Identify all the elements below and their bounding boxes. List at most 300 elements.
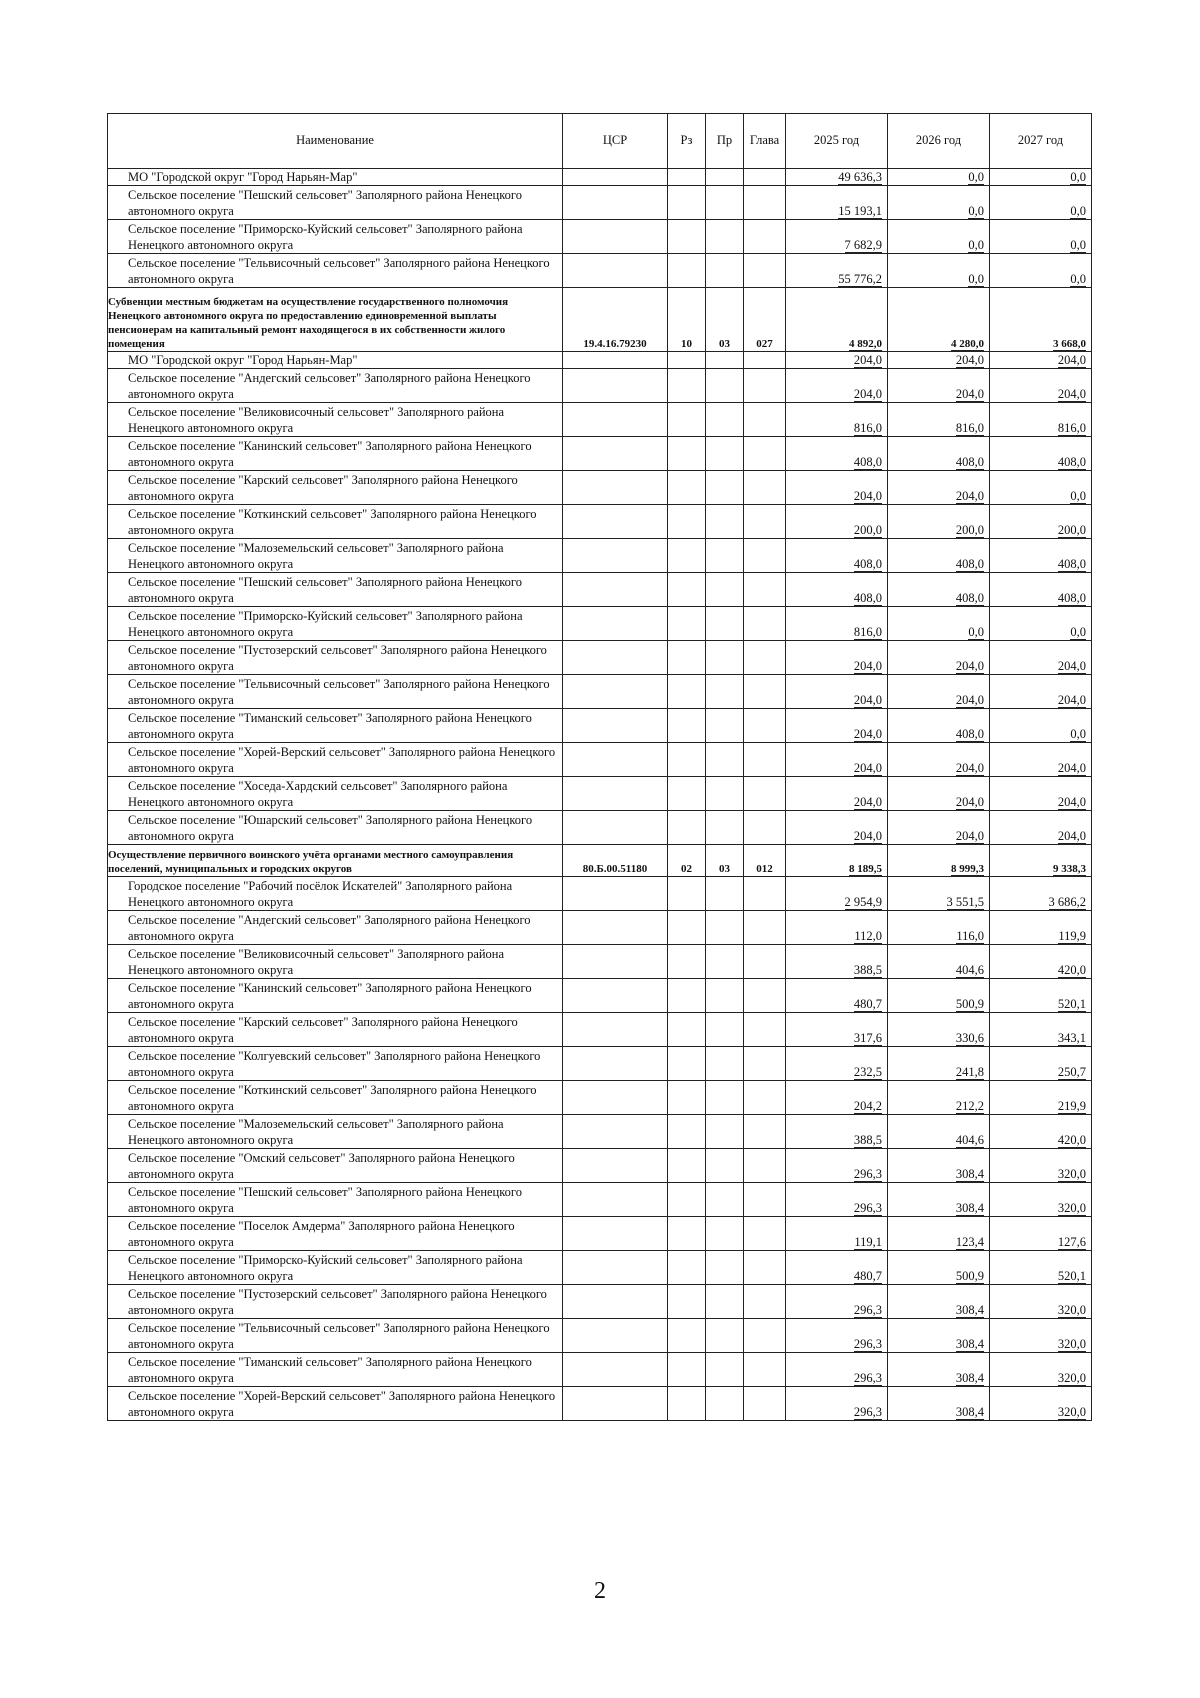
cell-2027-value: 0,0 xyxy=(1070,624,1086,639)
cell-csr xyxy=(563,352,668,369)
table-row xyxy=(108,1217,1092,1251)
table-row xyxy=(108,1047,1092,1081)
cell-glava xyxy=(744,945,786,979)
cell-2025-value: 317,6 xyxy=(853,1030,882,1045)
cell-csr xyxy=(563,1149,668,1183)
cell-2026-value: 308,4 xyxy=(955,1302,984,1317)
cell-csr xyxy=(563,169,668,186)
cell-glava xyxy=(744,877,786,911)
cell-2026-value: 308,4 xyxy=(955,1404,984,1419)
cell-2025-value: 4 892,0 xyxy=(849,338,882,350)
cell-name-text: Сельское поселение "Карский сельсовет" Заполярного района Ненецкого автономного округа xyxy=(128,1015,518,1045)
cell-2027 xyxy=(990,1217,1092,1251)
cell-2025-value: 204,2 xyxy=(853,1098,882,1113)
cell-glava xyxy=(744,1251,786,1285)
cell-2026 xyxy=(888,403,990,437)
cell-2026-value: 404,6 xyxy=(955,1132,984,1147)
cell-2026-value: 4 280,0 xyxy=(951,338,984,350)
cell-name-text: Сельское поселение "Хоседа-Хардский сельсовет" Заполярного района Ненецкого автономного округа xyxy=(128,779,508,809)
cell-rz xyxy=(668,1217,706,1251)
cell-2025-value: 296,3 xyxy=(853,1370,882,1385)
cell-rz xyxy=(668,675,706,709)
cell-2026 xyxy=(888,911,990,945)
cell-pr xyxy=(706,1319,744,1353)
cell-2027-value: 204,0 xyxy=(1057,386,1086,401)
cell-csr xyxy=(563,979,668,1013)
cell-csr xyxy=(563,709,668,743)
cell-2027-value: 520,1 xyxy=(1057,996,1086,1011)
cell-2025 xyxy=(786,288,888,352)
cell-rz xyxy=(668,169,706,186)
cell-2026 xyxy=(888,777,990,811)
cell-glava xyxy=(744,1013,786,1047)
cell-csr xyxy=(563,743,668,777)
cell-rz xyxy=(668,1319,706,1353)
cell-2025-value: 296,3 xyxy=(853,1200,882,1215)
table-row xyxy=(108,1285,1092,1319)
cell-glava xyxy=(744,607,786,641)
cell-2027 xyxy=(990,911,1092,945)
cell-2026 xyxy=(888,169,990,186)
cell-name-text: Сельское поселение "Канинский сельсовет" Заполярного района Ненецкого автономного округа xyxy=(128,981,532,1011)
cell-rz xyxy=(668,979,706,1013)
cell-2026 xyxy=(888,811,990,845)
table-row xyxy=(108,1183,1092,1217)
cell-name xyxy=(108,1115,563,1149)
cell-name-text: Сельское поселение "Тельвисочный сельсовет" Заполярного района Ненецкого автономного округа xyxy=(128,677,550,707)
cell-2027-value: 0,0 xyxy=(1070,169,1086,184)
cell-name-text: Сельское поселение "Малоземельский сельсовет" Заполярного района Ненецкого автономного округа xyxy=(128,1117,504,1147)
cell-2027 xyxy=(990,877,1092,911)
cell-pr xyxy=(706,539,744,573)
cell-2025-value: 204,0 xyxy=(853,794,882,809)
table-row xyxy=(108,675,1092,709)
cell-glava xyxy=(744,777,786,811)
cell-name-text: Сельское поселение "Пустозерский сельсовет" Заполярного района Ненецкого автономного округа xyxy=(128,1287,547,1317)
cell-2027-value: 0,0 xyxy=(1070,237,1086,252)
cell-2027 xyxy=(990,945,1092,979)
cell-name xyxy=(108,743,563,777)
cell-2025 xyxy=(786,1081,888,1115)
cell-csr xyxy=(563,1013,668,1047)
cell-name xyxy=(108,979,563,1013)
cell-2025 xyxy=(786,186,888,220)
table-row xyxy=(108,1319,1092,1353)
cell-2026 xyxy=(888,1319,990,1353)
cell-2027-value: 320,0 xyxy=(1057,1370,1086,1385)
table-row xyxy=(108,220,1092,254)
table-row xyxy=(108,539,1092,573)
cell-2025-value: 388,5 xyxy=(853,962,882,977)
cell-rz xyxy=(668,1081,706,1115)
cell-name xyxy=(108,1013,563,1047)
cell-2026-value: 204,0 xyxy=(955,352,984,367)
cell-glava xyxy=(744,1387,786,1421)
cell-pr xyxy=(706,1115,744,1149)
cell-name xyxy=(108,169,563,186)
cell-2027 xyxy=(990,1013,1092,1047)
cell-glava xyxy=(744,1149,786,1183)
cell-2026-value: 404,6 xyxy=(955,962,984,977)
cell-csr xyxy=(563,539,668,573)
cell-2025-value: 15 193,1 xyxy=(838,203,882,218)
cell-2026-value: 204,0 xyxy=(955,828,984,843)
cell-2025-value: 232,5 xyxy=(853,1064,882,1079)
cell-rz xyxy=(668,1353,706,1387)
cell-glava xyxy=(744,220,786,254)
cell-rz xyxy=(668,811,706,845)
cell-pr xyxy=(706,1047,744,1081)
cell-rz xyxy=(668,709,706,743)
cell-2025 xyxy=(786,1319,888,1353)
cell-glava xyxy=(744,539,786,573)
cell-2026-value: 204,0 xyxy=(955,386,984,401)
cell-name-text: Сельское поселение "Великовисочный сельсовет" Заполярного района Ненецкого автономного округа xyxy=(128,405,505,435)
cell-csr xyxy=(563,675,668,709)
cell-csr xyxy=(563,911,668,945)
cell-2026-value: 0,0 xyxy=(968,624,984,639)
cell-name-text: Сельское поселение "Пешский сельсовет" Заполярного района Ненецкого автономного округа xyxy=(128,1185,523,1215)
cell-2027-value: 204,0 xyxy=(1057,692,1086,707)
cell-2027-value: 408,0 xyxy=(1057,454,1086,469)
table-row xyxy=(108,607,1092,641)
cell-2026-value: 408,0 xyxy=(955,590,984,605)
cell-name xyxy=(108,811,563,845)
cell-pr xyxy=(706,403,744,437)
cell-2025 xyxy=(786,911,888,945)
cell-2025 xyxy=(786,777,888,811)
cell-pr xyxy=(706,811,744,845)
table-row xyxy=(108,979,1092,1013)
cell-2027-value: 3 668,0 xyxy=(1053,338,1086,350)
cell-2026 xyxy=(888,641,990,675)
cell-2025-value: 119,1 xyxy=(854,1234,882,1249)
cell-2026 xyxy=(888,743,990,777)
cell-name-text: Сельское поселение "Великовисочный сельсовет" Заполярного района Ненецкого автономного округа xyxy=(128,947,505,977)
cell-2026-value: 3 551,5 xyxy=(946,894,984,909)
cell-rz xyxy=(668,254,706,288)
cell-2027-value: 408,0 xyxy=(1057,556,1086,571)
cell-2026-value: 212,2 xyxy=(955,1098,984,1113)
cell-name-text: Сельское поселение "Андегский сельсовет" Заполярного района Ненецкого автономного округа xyxy=(128,371,531,401)
cell-2025 xyxy=(786,945,888,979)
cell-2026-value: 204,0 xyxy=(955,794,984,809)
cell-2027 xyxy=(990,539,1092,573)
cell-csr xyxy=(563,1285,668,1319)
table-row xyxy=(108,254,1092,288)
cell-pr xyxy=(706,743,744,777)
cell-2026 xyxy=(888,254,990,288)
cell-2025 xyxy=(786,1353,888,1387)
cell-2026 xyxy=(888,607,990,641)
cell-name xyxy=(108,1183,563,1217)
cell-2027 xyxy=(990,1183,1092,1217)
cell-2027 xyxy=(990,1047,1092,1081)
cell-pr xyxy=(706,437,744,471)
cell-2025 xyxy=(786,220,888,254)
table-row xyxy=(108,437,1092,471)
cell-2025 xyxy=(786,539,888,573)
cell-2026 xyxy=(888,1217,990,1251)
cell-2026-value: 204,0 xyxy=(955,658,984,673)
cell-2025-value: 204,0 xyxy=(853,760,882,775)
cell-2026 xyxy=(888,288,990,352)
cell-2025 xyxy=(786,1217,888,1251)
header-glava: Глава xyxy=(744,114,786,169)
cell-2025 xyxy=(786,1251,888,1285)
cell-pr xyxy=(706,505,744,539)
cell-name-text: Сельское поселение "Тиманский сельсовет" Заполярного района Ненецкого автономного округа xyxy=(128,711,532,741)
cell-name xyxy=(108,1387,563,1421)
cell-csr xyxy=(563,254,668,288)
cell-rz xyxy=(668,1387,706,1421)
cell-csr xyxy=(563,1115,668,1149)
cell-2027-value: 0,0 xyxy=(1070,726,1086,741)
cell-rz xyxy=(668,777,706,811)
cell-2025-value: 816,0 xyxy=(853,624,882,639)
cell-csr xyxy=(563,1047,668,1081)
cell-2027-value: 420,0 xyxy=(1057,962,1086,977)
cell-2027-value: 200,0 xyxy=(1057,522,1086,537)
cell-name xyxy=(108,945,563,979)
cell-glava xyxy=(744,811,786,845)
cell-2025 xyxy=(786,675,888,709)
cell-csr xyxy=(563,220,668,254)
cell-glava xyxy=(744,1217,786,1251)
cell-2027-value: 250,7 xyxy=(1057,1064,1086,1079)
cell-csr xyxy=(563,811,668,845)
table-row xyxy=(108,743,1092,777)
cell-name-text: Сельское поселение "Карский сельсовет" Заполярного района Ненецкого автономного округа xyxy=(128,473,518,503)
table-row xyxy=(108,1149,1092,1183)
cell-2027 xyxy=(990,1319,1092,1353)
cell-rz: 10 xyxy=(668,288,706,352)
cell-2026-value: 408,0 xyxy=(955,556,984,571)
cell-pr xyxy=(706,877,744,911)
cell-2026-value: 241,8 xyxy=(955,1064,984,1079)
cell-2025 xyxy=(786,369,888,403)
cell-pr xyxy=(706,641,744,675)
cell-rz xyxy=(668,186,706,220)
cell-2027 xyxy=(990,369,1092,403)
cell-pr xyxy=(706,369,744,403)
cell-csr xyxy=(563,403,668,437)
cell-csr xyxy=(563,1081,668,1115)
cell-rz xyxy=(668,505,706,539)
cell-2025 xyxy=(786,437,888,471)
cell-2027-value: 816,0 xyxy=(1057,420,1086,435)
cell-csr xyxy=(563,877,668,911)
cell-2026 xyxy=(888,1081,990,1115)
cell-2026 xyxy=(888,539,990,573)
cell-name xyxy=(108,471,563,505)
cell-rz xyxy=(668,437,706,471)
cell-glava xyxy=(744,437,786,471)
page-number: 2 xyxy=(594,1578,606,1604)
cell-2025 xyxy=(786,1013,888,1047)
cell-pr xyxy=(706,945,744,979)
cell-2027-value: 0,0 xyxy=(1070,488,1086,503)
cell-2026 xyxy=(888,1387,990,1421)
cell-name-text: Сельское поселение "Тиманский сельсовет" Заполярного района Ненецкого автономного округа xyxy=(128,1355,532,1385)
cell-2025 xyxy=(786,1115,888,1149)
cell-rz xyxy=(668,539,706,573)
cell-2027-value: 204,0 xyxy=(1057,760,1086,775)
header-2026: 2026 год xyxy=(888,114,990,169)
cell-2025 xyxy=(786,607,888,641)
cell-2027-value: 9 338,3 xyxy=(1053,863,1086,875)
cell-2026 xyxy=(888,1251,990,1285)
cell-name xyxy=(108,573,563,607)
cell-name xyxy=(108,1319,563,1353)
cell-2027 xyxy=(990,641,1092,675)
cell-pr xyxy=(706,1149,744,1183)
cell-name xyxy=(108,911,563,945)
cell-2027 xyxy=(990,1149,1092,1183)
cell-glava xyxy=(744,352,786,369)
cell-2025-value: 408,0 xyxy=(853,556,882,571)
cell-2027 xyxy=(990,254,1092,288)
cell-2027 xyxy=(990,1387,1092,1421)
cell-pr xyxy=(706,1387,744,1421)
cell-2026 xyxy=(888,573,990,607)
cell-2026-value: 308,4 xyxy=(955,1166,984,1181)
cell-2025-value: 408,0 xyxy=(853,590,882,605)
cell-rz xyxy=(668,1047,706,1081)
cell-2027-value: 204,0 xyxy=(1057,352,1086,367)
cell-2027-value: 408,0 xyxy=(1057,590,1086,605)
cell-name xyxy=(108,403,563,437)
cell-2025 xyxy=(786,877,888,911)
cell-name-text: Сельское поселение "Поселок Амдерма" Заполярного района Ненецкого автономного округа xyxy=(128,1219,515,1249)
cell-name xyxy=(108,1251,563,1285)
cell-2027-value: 127,6 xyxy=(1057,1234,1086,1249)
cell-2026-value: 0,0 xyxy=(968,271,984,286)
cell-glava xyxy=(744,1285,786,1319)
cell-2027-value: 204,0 xyxy=(1057,658,1086,673)
cell-csr xyxy=(563,1353,668,1387)
cell-2026-value: 308,4 xyxy=(955,1336,984,1351)
cell-glava xyxy=(744,743,786,777)
cell-2027 xyxy=(990,403,1092,437)
cell-rz xyxy=(668,403,706,437)
cell-2027-value: 320,0 xyxy=(1057,1302,1086,1317)
cell-2025-value: 112,0 xyxy=(854,928,882,943)
cell-2027-value: 320,0 xyxy=(1057,1336,1086,1351)
cell-2025-value: 49 636,3 xyxy=(838,169,882,184)
header-csr: ЦСР xyxy=(563,114,668,169)
cell-csr xyxy=(563,573,668,607)
cell-2025-value: 8 189,5 xyxy=(849,863,882,875)
cell-2026-value: 204,0 xyxy=(955,760,984,775)
cell-2027 xyxy=(990,186,1092,220)
cell-2027 xyxy=(990,1081,1092,1115)
cell-2027-value: 204,0 xyxy=(1057,794,1086,809)
cell-2026 xyxy=(888,1149,990,1183)
cell-glava xyxy=(744,403,786,437)
cell-name-text: Сельское поселение "Пешский сельсовет" Заполярного района Ненецкого автономного округа xyxy=(128,188,523,218)
cell-2025 xyxy=(786,403,888,437)
cell-name xyxy=(108,186,563,220)
cell-2026-value: 816,0 xyxy=(955,420,984,435)
cell-2026 xyxy=(888,1353,990,1387)
cell-glava xyxy=(744,709,786,743)
cell-2025-value: 480,7 xyxy=(853,996,882,1011)
cell-2027 xyxy=(990,777,1092,811)
cell-rz xyxy=(668,1149,706,1183)
cell-glava xyxy=(744,505,786,539)
cell-2025 xyxy=(786,1149,888,1183)
cell-glava: 012 xyxy=(744,845,786,877)
cell-name xyxy=(108,220,563,254)
cell-2027 xyxy=(990,709,1092,743)
cell-rz xyxy=(668,911,706,945)
cell-2027-value: 343,1 xyxy=(1057,1030,1086,1045)
cell-2027 xyxy=(990,573,1092,607)
cell-pr xyxy=(706,471,744,505)
cell-2026-value: 500,9 xyxy=(955,1268,984,1283)
cell-2025-value: 55 776,2 xyxy=(838,271,882,286)
cell-pr: 03 xyxy=(706,288,744,352)
cell-name xyxy=(108,877,563,911)
cell-rz xyxy=(668,1251,706,1285)
cell-name xyxy=(108,1081,563,1115)
cell-name xyxy=(108,352,563,369)
cell-rz xyxy=(668,352,706,369)
cell-2027-value: 0,0 xyxy=(1070,203,1086,218)
cell-rz xyxy=(668,220,706,254)
cell-name-text: Сельское поселение "Тельвисочный сельсовет" Заполярного района Ненецкого автономного округа xyxy=(128,256,550,286)
cell-2026-value: 123,4 xyxy=(955,1234,984,1249)
cell-2025 xyxy=(786,254,888,288)
cell-pr xyxy=(706,1013,744,1047)
cell-2026-value: 308,4 xyxy=(955,1370,984,1385)
cell-name-text: Сельское поселение "Малоземельский сельсовет" Заполярного района Ненецкого автономного округа xyxy=(128,541,504,571)
cell-2025-value: 204,0 xyxy=(853,692,882,707)
cell-glava xyxy=(744,1047,786,1081)
cell-2026 xyxy=(888,675,990,709)
cell-glava: 027 xyxy=(744,288,786,352)
header-name: Наименование xyxy=(108,114,563,169)
cell-2027-value: 320,0 xyxy=(1057,1166,1086,1181)
cell-2025-value: 408,0 xyxy=(853,454,882,469)
cell-2026 xyxy=(888,352,990,369)
cell-2027 xyxy=(990,505,1092,539)
header-pr: Пр xyxy=(706,114,744,169)
table-row xyxy=(108,1081,1092,1115)
cell-rz xyxy=(668,1285,706,1319)
cell-name xyxy=(108,505,563,539)
cell-glava xyxy=(744,675,786,709)
cell-2026 xyxy=(888,877,990,911)
cell-pr xyxy=(706,979,744,1013)
cell-pr xyxy=(706,1217,744,1251)
cell-csr xyxy=(563,1183,668,1217)
cell-2026 xyxy=(888,1047,990,1081)
cell-name-text: Сельское поселение "Андегский сельсовет" Заполярного района Ненецкого автономного округа xyxy=(128,913,531,943)
cell-2027 xyxy=(990,352,1092,369)
table-row xyxy=(108,1353,1092,1387)
cell-2027-value: 0,0 xyxy=(1070,271,1086,286)
cell-csr: 19.4.16.79230 xyxy=(563,288,668,352)
cell-2025-value: 204,0 xyxy=(853,658,882,673)
cell-2025 xyxy=(786,505,888,539)
cell-2025-value: 7 682,9 xyxy=(844,237,882,252)
table-row-section xyxy=(108,845,1092,877)
cell-pr xyxy=(706,220,744,254)
cell-name xyxy=(108,1353,563,1387)
cell-name-text: Сельское поселение "Тельвисочный сельсовет" Заполярного района Ненецкого автономного округа xyxy=(128,1321,550,1351)
